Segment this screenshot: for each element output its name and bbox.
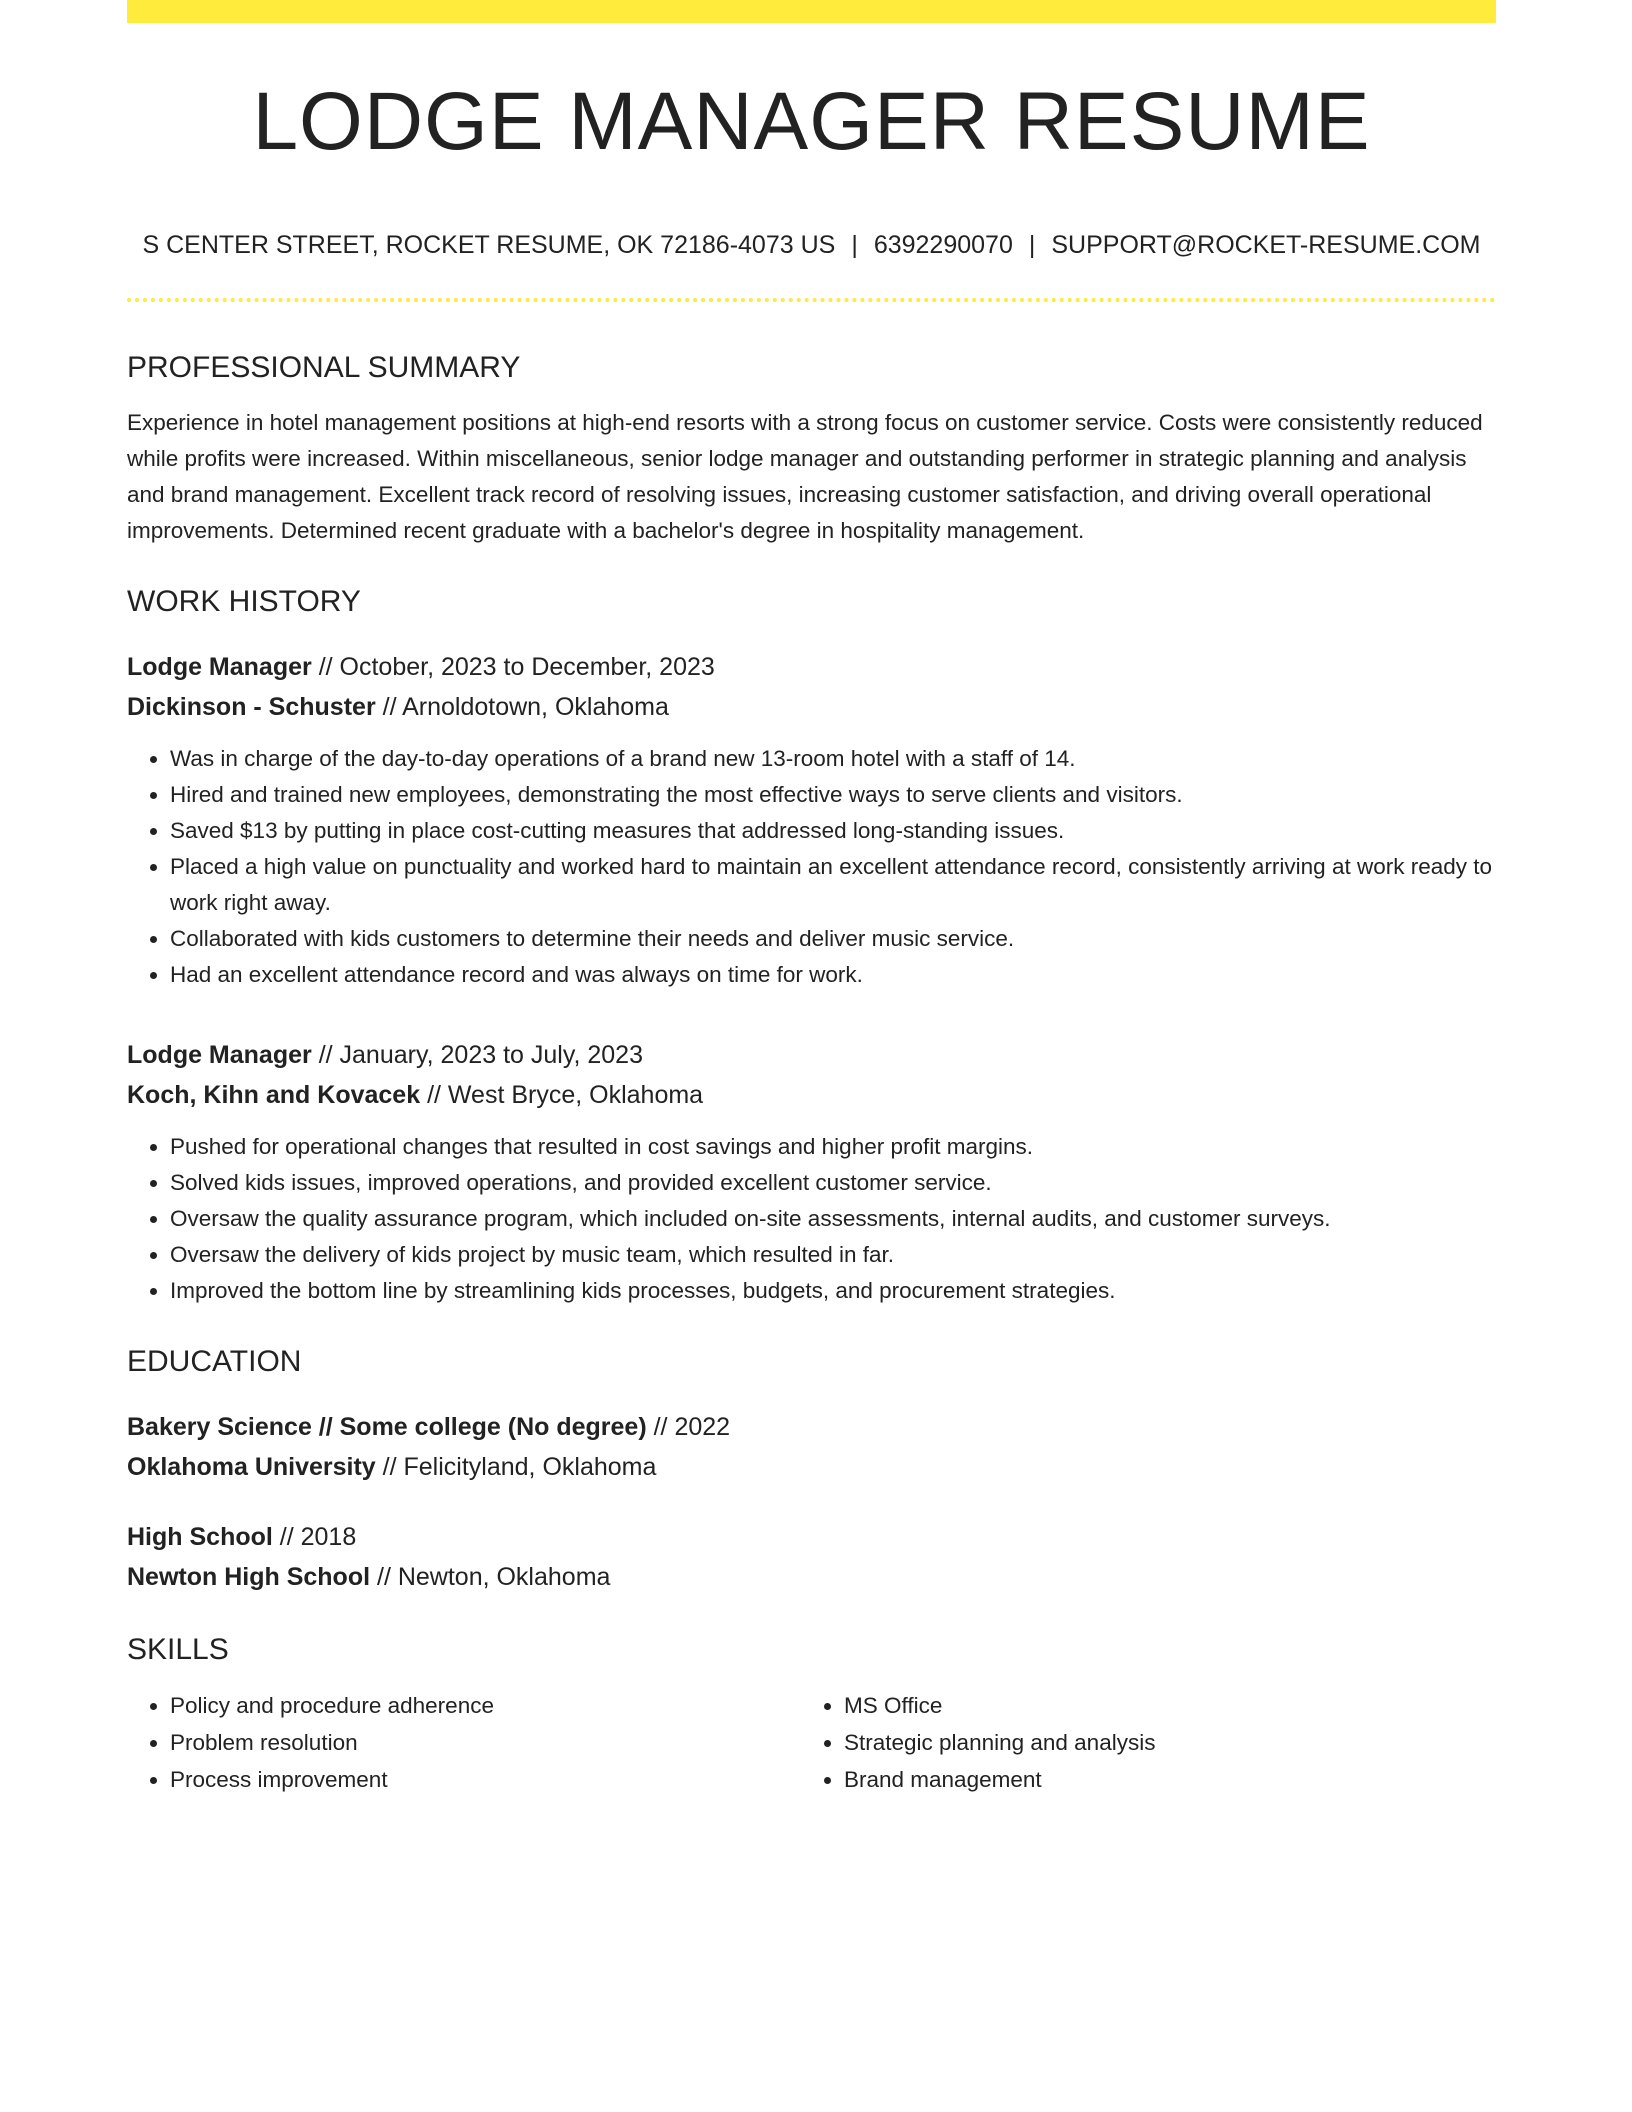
- summary-heading: PROFESSIONAL SUMMARY: [127, 351, 521, 384]
- education-location: // Newton, Oklahoma: [370, 1563, 611, 1591]
- job-company: Dickinson - Schuster: [127, 693, 376, 721]
- list-item: • Problem resolution: [170, 1724, 801, 1761]
- list-item: • Had an excellent attendance record and was always on time for work.: [170, 957, 1496, 993]
- list-item: • Was in charge of the day-to-day operations of a brand new 13-room hotel with a staff of 14.: [170, 741, 1496, 777]
- contact-separator: |: [1028, 231, 1036, 259]
- education-school: Oklahoma University: [127, 1453, 376, 1481]
- list-item: • Oversaw the delivery of kids project by music team, which resulted in far.: [170, 1237, 1496, 1273]
- education-degree: Bakery Science // Some college (No degree): [127, 1413, 647, 1441]
- education-heading: EDUCATION: [127, 1345, 302, 1378]
- education-school-line: [127, 1557, 1496, 1597]
- job-entry: [127, 1035, 1496, 1309]
- list-item: • Process improvement: [170, 1761, 801, 1798]
- resume-page: [127, 0, 1496, 1798]
- list-item: • Policy and procedure adherence: [170, 1687, 801, 1724]
- job-title-line: [127, 1035, 1496, 1075]
- list-item: • Collaborated with kids customers to determine their needs and deliver music service.: [170, 921, 1496, 957]
- skills-list: [127, 1687, 801, 1798]
- job-location: // West Bryce, Oklahoma: [420, 1081, 704, 1109]
- job-location: // Arnoldotown, Oklahoma: [375, 693, 669, 721]
- list-item: • Oversaw the quality assurance program, which included on-site assessments, internal audits, and customer surveys.: [170, 1201, 1496, 1237]
- contact-line: [127, 233, 1496, 258]
- contact-address: S CENTER STREET, ROCKET RESUME, OK 72186-4073 US: [142, 231, 836, 259]
- job-title: Lodge Manager: [127, 1041, 312, 1069]
- accent-top-bar: [127, 0, 1496, 23]
- job-company: Koch, Kihn and Kovacek: [127, 1081, 421, 1109]
- skills-heading: SKILLS: [127, 1633, 229, 1666]
- list-item: • Brand management: [844, 1761, 1475, 1798]
- contact-phone: 6392290070: [873, 231, 1013, 259]
- contact-separator: |: [851, 231, 858, 259]
- work-history-heading: WORK HISTORY: [127, 585, 361, 618]
- education-degree-line: [127, 1407, 1496, 1447]
- job-dates: // January, 2023 to July, 2023: [311, 1041, 643, 1069]
- job-company-line: [127, 1075, 1496, 1115]
- job-bullets: [127, 741, 1496, 993]
- dotted-divider: [127, 298, 1496, 302]
- list-item: • Placed a high value on punctuality and worked hard to maintain an excellent attendance record, consistently arriving at work ready to work right away.: [170, 849, 1496, 921]
- list-item: • Solved kids issues, improved operations, and provided excellent customer service.: [170, 1165, 1496, 1201]
- list-item: • Pushed for operational changes that resulted in cost savings and higher profit margins.: [170, 1129, 1496, 1165]
- skills-list: [801, 1687, 1475, 1798]
- job-title-line: [127, 647, 1496, 687]
- job-bullets: [127, 1129, 1496, 1309]
- education-degree: High School: [127, 1523, 273, 1551]
- education-degree-line: [127, 1517, 1496, 1557]
- list-item: • Improved the bottom line by streamlining kids processes, budgets, and procurement strategies.: [170, 1273, 1496, 1309]
- education-school-line: [127, 1447, 1496, 1487]
- education-entry: [127, 1407, 1496, 1487]
- list-item: • Hired and trained new employees, demonstrating the most effective ways to serve clients and visitors.: [170, 777, 1496, 813]
- job-dates: // October, 2023 to December, 2023: [311, 653, 715, 681]
- skills-column-right: [801, 1687, 1475, 1798]
- list-item: • Strategic planning and analysis: [844, 1724, 1475, 1761]
- education-year: // 2018: [272, 1523, 357, 1551]
- list-item: • Saved $13 by putting in place cost-cutting measures that addressed long-standing issues.: [170, 813, 1496, 849]
- skills-column-left: [127, 1687, 801, 1798]
- resume-title: LODGE MANAGER RESUME: [252, 76, 1371, 167]
- education-school: Newton High School: [127, 1563, 371, 1591]
- education-entry: [127, 1517, 1496, 1597]
- education-year: // 2022: [646, 1413, 731, 1441]
- education-location: // Felicityland, Oklahoma: [375, 1453, 657, 1481]
- skills-grid: [127, 1687, 1496, 1798]
- job-title: Lodge Manager: [127, 653, 312, 681]
- contact-email: SUPPORT@ROCKET-RESUME.COM: [1051, 231, 1481, 259]
- job-entry: [127, 647, 1496, 993]
- summary-text: Experience in hotel management positions at high-end resorts with a strong focus on customer service. Costs were consistently reduced while profits were increased. Within miscellaneous, senior lodge manager and outstanding performer in strategic planning and analysis and brand management. Excellent track record of resolving issues, increasing customer satisfaction, and driving overall operational improvements. Determined recent graduate with a bachelor's degree in hospitality management.: [127, 410, 1483, 543]
- job-company-line: [127, 687, 1496, 727]
- list-item: • MS Office: [844, 1687, 1475, 1724]
